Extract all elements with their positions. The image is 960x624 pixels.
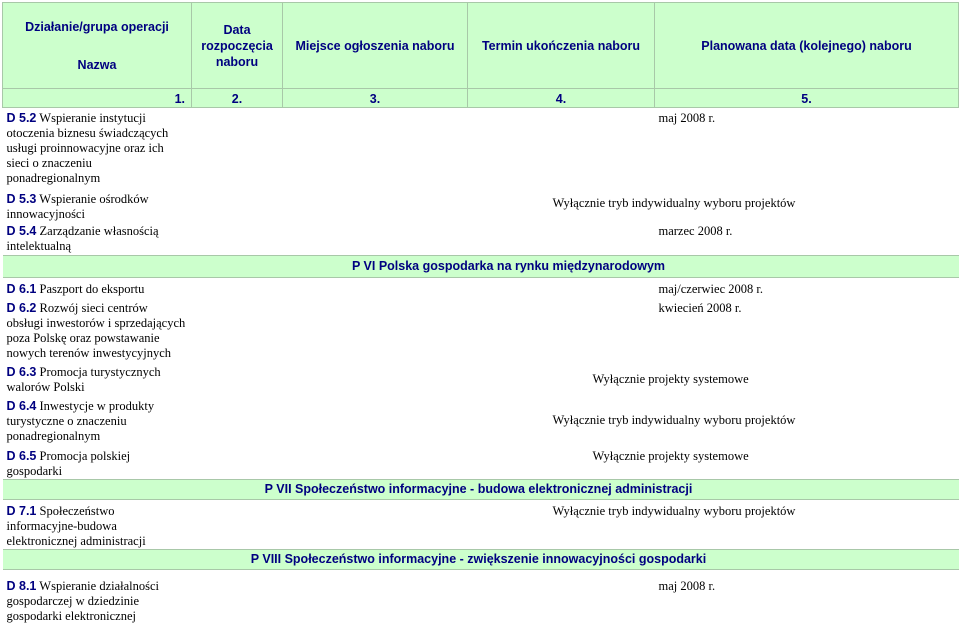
header-end-date: Termin ukończenia naboru [468, 3, 655, 89]
action-d64 [3, 397, 192, 447]
table-row [3, 222, 959, 255]
planned-date: marzec 2008 r. [655, 222, 959, 255]
action-d54 [3, 222, 192, 255]
action-code: D 6.5 [7, 449, 37, 463]
selection-mode: Wyłącznie projekty systemowe [283, 363, 959, 397]
action-name: Wspieranie działalności gospodarczej w dziedzinie gospodarki elektronicznej [7, 579, 160, 623]
table-row [3, 570, 959, 624]
header-planned-date: Planowana data (kolejnego) naboru [655, 3, 959, 89]
action-code: D 6.1 [7, 282, 37, 296]
selection-mode: Wyłącznie tryb indywidualny wyboru projektów [283, 186, 959, 222]
column-number-1: 1. [3, 89, 192, 108]
table-row [3, 500, 959, 550]
column-number-5: 5. [655, 89, 959, 108]
action-name: Paszport do eksportu [36, 282, 144, 296]
action-d61 [3, 277, 655, 297]
priority-row [3, 550, 959, 570]
action-code: D 8.1 [7, 579, 37, 593]
table-row [3, 297, 959, 363]
table-row [3, 186, 959, 222]
recruitment-schedule-document [2, 2, 958, 624]
action-d71 [3, 500, 192, 550]
action-code: D 6.4 [7, 399, 37, 413]
priority-row [3, 480, 959, 500]
priority-6-title: P VI Polska gospodarka na rynku międzynarodowym [3, 255, 959, 277]
action-code: D 6.2 [7, 301, 37, 315]
header-row [3, 3, 959, 89]
schedule-table [2, 2, 959, 624]
action-d63 [3, 363, 192, 397]
column-number-3: 3. [283, 89, 468, 108]
selection-mode: Wyłącznie projekty systemowe [283, 447, 959, 480]
table-row [3, 363, 959, 397]
column-number-row [3, 89, 959, 108]
planned-date: maj/czerwiec 2008 r. [655, 277, 959, 297]
table-row [3, 108, 959, 187]
priority-8-title: P VIII Społeczeństwo informacyjne - zwiększenie innowacyjności gospodarki [3, 550, 959, 570]
action-d53 [3, 186, 192, 222]
priority-row [3, 255, 959, 277]
planned-date: kwiecień 2008 r. [655, 297, 959, 363]
action-code: D 5.3 [7, 192, 37, 206]
header-announcement-place: Miejsce ogłoszenia naboru [283, 3, 468, 89]
action-d81 [3, 570, 192, 624]
header-start-date: Data rozpoczęcia naboru [192, 3, 283, 89]
action-d62 [3, 297, 192, 363]
selection-mode: Wyłącznie tryb indywidualny wyboru projektów [283, 397, 959, 447]
action-code: D 5.2 [7, 111, 37, 125]
planned-date: maj 2008 r. [655, 108, 959, 187]
action-name: Zarządzanie własnością intelektualną [7, 224, 159, 253]
planned-date: maj 2008 r. [655, 570, 959, 624]
action-name: Promocja turystycznych walorów Polski [7, 365, 161, 394]
header-name-label: Nazwa [7, 57, 187, 73]
action-code: D 5.4 [7, 224, 37, 238]
column-number-2: 2. [192, 89, 283, 108]
table-row [3, 397, 959, 447]
priority-7-title: P VII Społeczeństwo informacyjne - budowa elektronicznej administracji [3, 480, 959, 500]
action-name: Rozwój sieci centrów obsługi inwestorów i sprzedających poza Polskę oraz powstawanie nowych terenów inwestycyjnych [7, 301, 186, 360]
action-name: Społeczeństwo informacyjne-budowa elektronicznej administracji [7, 504, 146, 548]
action-name: Wspieranie ośrodków innowacyjności [7, 192, 149, 221]
action-name: Inwestycje w produkty turystyczne o znaczeniu ponadregionalnym [7, 399, 155, 443]
action-d52 [3, 108, 192, 187]
header-action-label: Działanie/grupa operacji [7, 19, 187, 35]
column-number-4: 4. [468, 89, 655, 108]
header-action-name [3, 3, 192, 89]
action-d65 [3, 447, 192, 480]
action-name: Wspieranie instytucji otoczenia biznesu świadczących usługi proinnowacyjne oraz ich sieci o znaczeniu ponadregionalnym [7, 111, 169, 185]
action-code: D 7.1 [7, 504, 37, 518]
selection-mode: Wyłącznie tryb indywidualny wyboru projektów [283, 500, 959, 550]
action-name: Promocja polskiej gospodarki [7, 449, 131, 478]
table-row [3, 447, 959, 480]
action-code: D 6.3 [7, 365, 37, 379]
table-row [3, 277, 959, 297]
